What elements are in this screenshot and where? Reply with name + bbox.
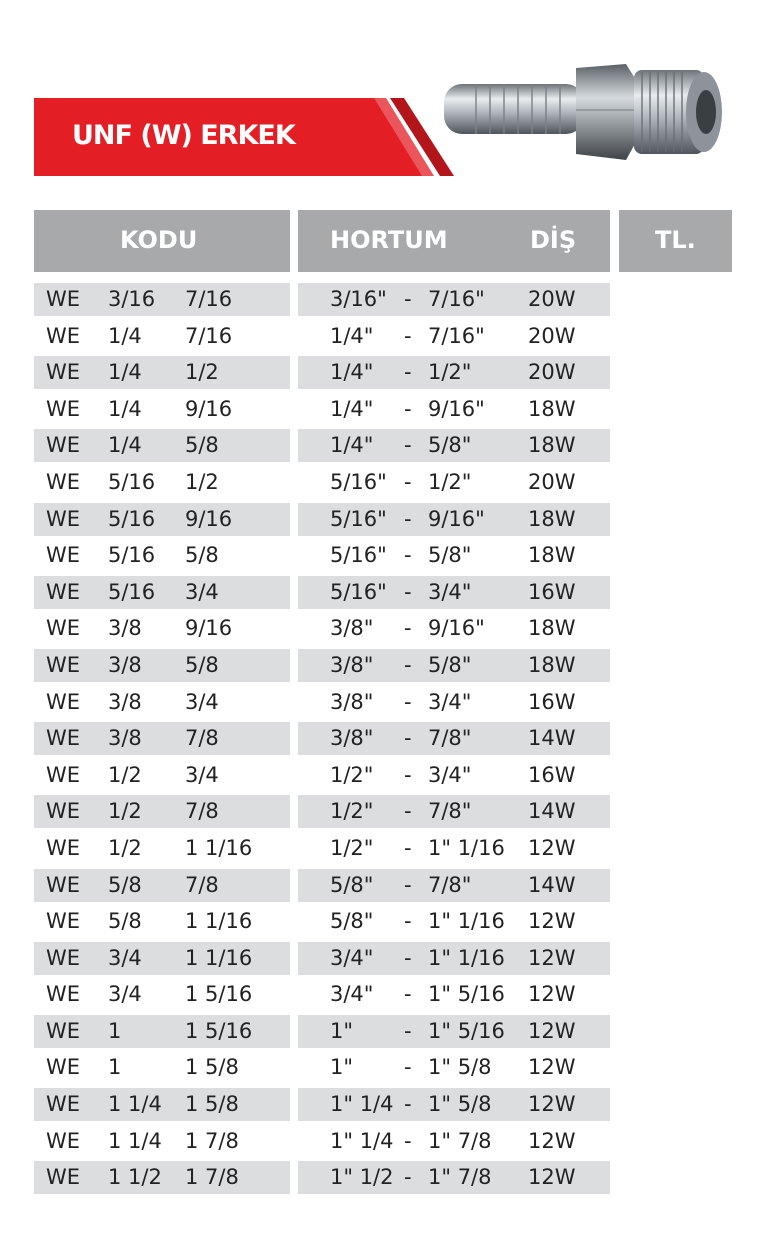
- row-separator: -: [404, 945, 412, 970]
- row-size1: 1/4: [108, 396, 142, 421]
- table-row: [0, 978, 768, 1015]
- table-row: [0, 320, 768, 357]
- table-row: [0, 832, 768, 869]
- row-separator: -: [404, 652, 412, 677]
- row-separator: -: [404, 287, 412, 311]
- row-prefix: WE: [46, 1128, 81, 1153]
- row-hose1: 1/2": [330, 835, 374, 860]
- row-hose1: 1/4": [330, 360, 374, 385]
- row-size1: 5/16: [108, 506, 156, 531]
- row-thread: 18W: [528, 543, 576, 568]
- row-size2: 1 1/16: [185, 945, 253, 970]
- row-size2: 1 7/8: [185, 1165, 239, 1190]
- row-hose1: 1/2": [330, 799, 374, 824]
- row-size2: 5/8: [185, 433, 219, 458]
- row-separator: -: [404, 469, 412, 494]
- row-prefix: WE: [46, 982, 81, 1007]
- row-thread: 18W: [528, 396, 576, 421]
- row-hose1: 5/8": [330, 909, 374, 934]
- row-prefix: WE: [46, 726, 81, 751]
- row-thread: 20W: [528, 323, 576, 348]
- row-size1: 3/4: [108, 982, 142, 1007]
- row-hose2: 7/8": [428, 726, 472, 751]
- row-thread: 12W: [528, 1018, 576, 1043]
- row-hose1: 5/16": [330, 506, 387, 531]
- row-prefix: WE: [46, 872, 81, 897]
- row-size1: 5/8: [108, 909, 142, 934]
- row-size2: 3/4: [185, 579, 219, 604]
- row-hose1: 5/16": [330, 579, 387, 604]
- row-thread: 14W: [528, 726, 576, 751]
- row-separator: -: [404, 579, 412, 604]
- row-thread: 16W: [528, 762, 576, 787]
- header-kodu: [34, 210, 290, 272]
- row-thread: 18W: [528, 616, 576, 641]
- row-hose2: 9/16": [428, 396, 485, 421]
- table-row: [0, 1125, 768, 1162]
- row-thread: 20W: [528, 287, 576, 311]
- row-separator: -: [404, 323, 412, 348]
- row-separator: -: [404, 909, 412, 934]
- row-size1: 1/2: [108, 799, 142, 824]
- row-hose2: 1/2": [428, 360, 472, 385]
- row-size1: 1/4: [108, 323, 142, 348]
- row-prefix: WE: [46, 323, 81, 348]
- row-size1: 3/8: [108, 616, 142, 641]
- row-size2: 1/2: [185, 469, 219, 494]
- header-tl: [619, 210, 732, 272]
- row-prefix: WE: [46, 689, 81, 714]
- row-hose2: 1" 5/16: [428, 982, 505, 1007]
- row-size2: 7/16: [185, 323, 233, 348]
- row-hose1: 3/8": [330, 652, 374, 677]
- row-size2: 7/8: [185, 799, 219, 824]
- table-row: [0, 1015, 768, 1052]
- table-row: [0, 539, 768, 576]
- row-separator: -: [404, 762, 412, 787]
- row-separator: -: [404, 689, 412, 714]
- row-hose2: 1" 1/16: [428, 835, 505, 860]
- row-thread: 18W: [528, 433, 576, 458]
- row-hose1: 1": [330, 1055, 354, 1080]
- row-size2: 1 5/16: [185, 982, 253, 1007]
- row-hose1: 1/4": [330, 396, 374, 421]
- fitting-image: [436, 50, 736, 180]
- row-size1: 3/16: [108, 287, 156, 311]
- row-size1: 5/16: [108, 543, 156, 568]
- table-row: [0, 1051, 768, 1088]
- row-separator: -: [404, 616, 412, 641]
- row-size2: 3/4: [185, 762, 219, 787]
- row-hose1: 1/4": [330, 323, 374, 348]
- row-prefix: WE: [46, 287, 81, 311]
- row-size2: 5/8: [185, 543, 219, 568]
- row-prefix: WE: [46, 543, 81, 568]
- row-separator: -: [404, 433, 412, 458]
- row-prefix: WE: [46, 1165, 81, 1190]
- row-hose2: 1" 7/8: [428, 1165, 492, 1190]
- row-prefix: WE: [46, 360, 81, 385]
- row-hose1: 1/4": [330, 433, 374, 458]
- row-hose1: 5/16": [330, 543, 387, 568]
- row-hose1: 1" 1/4: [330, 1092, 394, 1117]
- row-separator: -: [404, 543, 412, 568]
- row-size2: 9/16: [185, 396, 233, 421]
- row-hose2: 7/16": [428, 323, 485, 348]
- row-size2: 1 1/16: [185, 909, 253, 934]
- row-thread: 14W: [528, 799, 576, 824]
- row-separator: -: [404, 1055, 412, 1080]
- row-hose2: 5/8": [428, 652, 472, 677]
- row-hose2: 5/8": [428, 543, 472, 568]
- row-hose2: 1" 5/8: [428, 1092, 492, 1117]
- row-separator: -: [404, 726, 412, 751]
- row-hose1: 5/8": [330, 872, 374, 897]
- row-hose1: 1" 1/2: [330, 1165, 394, 1190]
- row-size2: 7/16: [185, 287, 233, 311]
- row-thread: 12W: [528, 982, 576, 1007]
- row-thread: 12W: [528, 1165, 576, 1190]
- row-thread: 12W: [528, 1055, 576, 1080]
- page-title: UNF (W) ERKEK: [72, 120, 295, 151]
- row-thread: 18W: [528, 506, 576, 531]
- row-thread: 12W: [528, 835, 576, 860]
- row-size2: 9/16: [185, 506, 233, 531]
- row-hose1: 1/2": [330, 762, 374, 787]
- row-hose1: 5/16": [330, 469, 387, 494]
- row-prefix: WE: [46, 909, 81, 934]
- table-row: [0, 649, 768, 686]
- table-row: [0, 503, 768, 540]
- row-prefix: WE: [46, 835, 81, 860]
- row-size2: 7/8: [185, 726, 219, 751]
- header-kodu-label: KODU: [120, 226, 198, 254]
- header-hortum: [298, 210, 610, 272]
- row-separator: -: [404, 872, 412, 897]
- row-separator: -: [404, 1018, 412, 1043]
- table-row: [0, 722, 768, 759]
- row-size1: 3/4: [108, 945, 142, 970]
- row-prefix: WE: [46, 1092, 81, 1117]
- row-prefix: WE: [46, 469, 81, 494]
- row-hose2: 1/2": [428, 469, 472, 494]
- row-hose2: 3/4": [428, 689, 472, 714]
- row-size1: 5/8: [108, 872, 142, 897]
- row-size2: 5/8: [185, 652, 219, 677]
- row-size2: 1 7/8: [185, 1128, 239, 1153]
- table-row: [0, 576, 768, 613]
- row-separator: -: [404, 396, 412, 421]
- table-row: [0, 356, 768, 393]
- row-prefix: WE: [46, 1018, 81, 1043]
- table-row: [0, 869, 768, 906]
- table-row: [0, 429, 768, 466]
- row-hose2: 1" 5/16: [428, 1018, 505, 1043]
- row-size1: 5/16: [108, 579, 156, 604]
- row-size2: 1 5/16: [185, 1018, 253, 1043]
- table-row: [0, 759, 768, 796]
- row-hose1: 3/4": [330, 982, 374, 1007]
- row-size2: 9/16: [185, 616, 233, 641]
- row-size1: 3/8: [108, 689, 142, 714]
- row-hose1: 3/8": [330, 616, 374, 641]
- row-hose2: 9/16": [428, 506, 485, 531]
- row-size2: 1 1/16: [185, 835, 253, 860]
- table-row: [0, 393, 768, 430]
- table-row: [0, 1088, 768, 1125]
- row-thread: 12W: [528, 945, 576, 970]
- table-row: [0, 612, 768, 649]
- row-separator: -: [404, 506, 412, 531]
- row-hose2: 7/16": [428, 287, 485, 311]
- row-size1: 5/16: [108, 469, 156, 494]
- row-size1: 3/8: [108, 726, 142, 751]
- product-table: [0, 283, 768, 1198]
- row-size1: 1/2: [108, 835, 142, 860]
- row-hose2: 5/8": [428, 433, 472, 458]
- row-prefix: WE: [46, 652, 81, 677]
- row-separator: -: [404, 835, 412, 860]
- row-separator: -: [404, 799, 412, 824]
- row-size1: 3/8: [108, 652, 142, 677]
- table-row: [0, 905, 768, 942]
- row-prefix: WE: [46, 506, 81, 531]
- row-size2: 1 5/8: [185, 1055, 239, 1080]
- table-row: [0, 1161, 768, 1198]
- row-separator: -: [404, 1165, 412, 1190]
- row-hose2: 1" 1/16: [428, 909, 505, 934]
- row-prefix: WE: [46, 945, 81, 970]
- row-thread: 18W: [528, 652, 576, 677]
- row-thread: 16W: [528, 689, 576, 714]
- row-size2: 3/4: [185, 689, 219, 714]
- row-hose2: 1" 1/16: [428, 945, 505, 970]
- row-hose1: 3/8": [330, 689, 374, 714]
- row-thread: 12W: [528, 1128, 576, 1153]
- row-size1: 1/4: [108, 433, 142, 458]
- header-hortum-label: HORTUM: [330, 226, 448, 254]
- row-size1: 1/2: [108, 762, 142, 787]
- row-separator: -: [404, 982, 412, 1007]
- row-thread: 14W: [528, 872, 576, 897]
- row-hose1: 3/16": [330, 287, 387, 311]
- row-hose1: 3/8": [330, 726, 374, 751]
- row-prefix: WE: [46, 579, 81, 604]
- row-size2: 1 5/8: [185, 1092, 239, 1117]
- row-thread: 20W: [528, 360, 576, 385]
- row-hose2: 9/16": [428, 616, 485, 641]
- row-size2: 7/8: [185, 872, 219, 897]
- header-tl-label: TL.: [655, 226, 696, 254]
- row-size1: 1: [108, 1055, 122, 1080]
- row-size1: 1 1/4: [108, 1128, 162, 1153]
- table-row: [0, 942, 768, 979]
- row-hose2: 3/4": [428, 579, 472, 604]
- row-size2: 1/2: [185, 360, 219, 385]
- row-hose1: 1": [330, 1018, 354, 1043]
- row-separator: -: [404, 360, 412, 385]
- row-prefix: WE: [46, 433, 81, 458]
- table-row: [0, 283, 768, 320]
- row-size1: 1 1/2: [108, 1165, 162, 1190]
- table-row: [0, 686, 768, 723]
- row-prefix: WE: [46, 799, 81, 824]
- row-size1: 1: [108, 1018, 122, 1043]
- row-separator: -: [404, 1092, 412, 1117]
- row-hose2: 7/8": [428, 799, 472, 824]
- row-size1: 1 1/4: [108, 1092, 162, 1117]
- row-separator: -: [404, 1128, 412, 1153]
- row-size1: 1/4: [108, 360, 142, 385]
- row-hose2: 3/4": [428, 762, 472, 787]
- row-hose1: 1" 1/4: [330, 1128, 394, 1153]
- title-banner: [34, 98, 454, 176]
- row-hose2: 1" 5/8: [428, 1055, 492, 1080]
- row-thread: 20W: [528, 469, 576, 494]
- table-row: [0, 795, 768, 832]
- row-hose2: 7/8": [428, 872, 472, 897]
- row-thread: 12W: [528, 1092, 576, 1117]
- row-hose1: 3/4": [330, 945, 374, 970]
- row-thread: 16W: [528, 579, 576, 604]
- row-prefix: WE: [46, 396, 81, 421]
- table-row: [0, 466, 768, 503]
- row-prefix: WE: [46, 616, 81, 641]
- row-prefix: WE: [46, 762, 81, 787]
- row-hose2: 1" 7/8: [428, 1128, 492, 1153]
- header-dis-label: DİŞ: [530, 226, 577, 254]
- row-thread: 12W: [528, 909, 576, 934]
- row-prefix: WE: [46, 1055, 81, 1080]
